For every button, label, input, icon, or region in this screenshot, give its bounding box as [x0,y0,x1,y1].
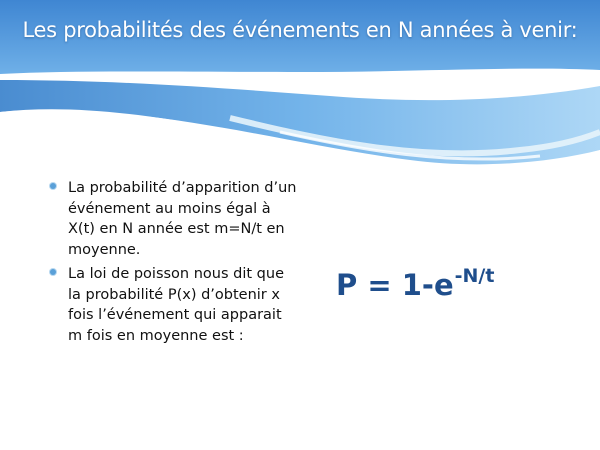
bullet-dot-icon [50,183,56,189]
formula-base: P = 1-e [336,268,454,302]
bullet-item [50,264,300,346]
bullet-list [50,178,300,350]
bullet-text: La probabilité d’apparition d’un événement au moins égal à X(t) en N année est m=N/t en moyenne. [68,180,297,258]
formula-exponent: -N/t [454,265,495,287]
bullet-dot-icon [50,269,56,275]
bullet-text: La loi de poisson nous dit que la probabilité P(x) d’obtenir x fois l’événement qui apparait m fois en moyenne est : [68,266,284,344]
poisson-formula [336,265,495,302]
bullet-item [50,178,300,260]
slide-title: Les probabilités des événements en N années à venir: [22,18,578,42]
